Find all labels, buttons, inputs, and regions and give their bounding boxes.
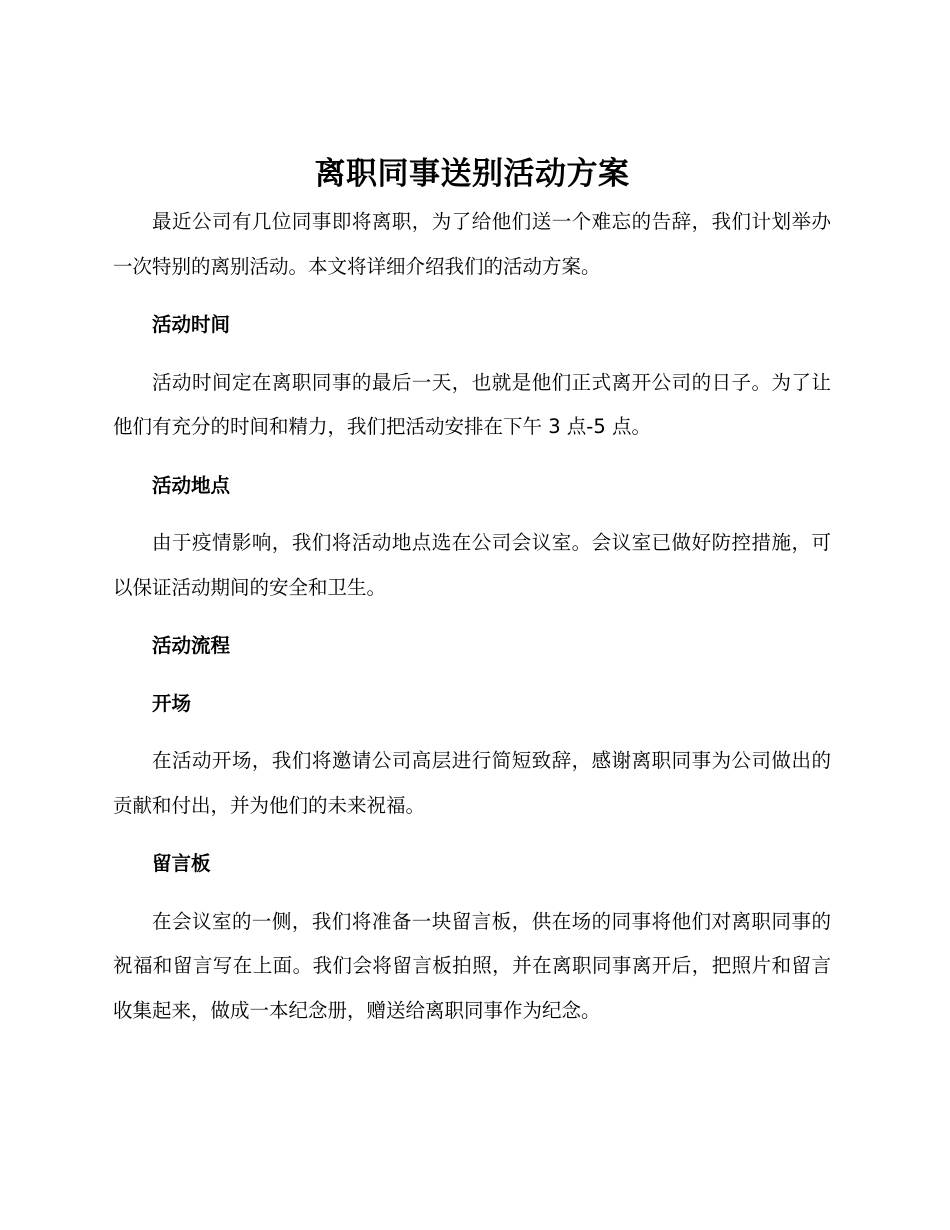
section-heading-time: 活动时间	[152, 313, 231, 336]
section-heading-message-board: 留言板	[152, 852, 211, 875]
section-heading-opening: 开场	[152, 691, 192, 715]
section-body-opening: 在活动开场，我们将邀请公司高层进行简短致辞，感谢离职同事为公司做出的贡献和付出，并为他们的未来祝福。	[113, 749, 831, 817]
document-body	[113, 148, 831, 1033]
section-body-time: 活动时间定在离职同事的最后一天，也就是他们正式离开公司的日子。为了让他们有充分的时间和精力，我们把活动安排在下午 3 点-5 点。	[113, 370, 831, 438]
document-title: 离职同事送别活动方案	[314, 156, 630, 192]
intro-paragraph: 最近公司有几位同事即将离职，为了给他们送一个难忘的告辞，我们计划举办一次特别的离别活动。本文将详细介绍我们的活动方案。	[113, 210, 831, 278]
section-body-message-board: 在会议室的一侧，我们将准备一块留言板，供在场的同事将他们对离职同事的祝福和留言写在上面。我们会将留言板拍照，并在离职同事离开后，把照片和留言收集起来，做成一本纪念册，赠送给离职同事作为纪念。	[113, 909, 831, 1022]
section-heading-process: 活动流程	[152, 634, 231, 657]
section-heading-location: 活动地点	[152, 473, 231, 497]
section-body-location: 由于疫情影响，我们将活动地点选在公司会议室。会议室已做好防控措施，可以保证活动期间的安全和卫生。	[113, 531, 831, 599]
